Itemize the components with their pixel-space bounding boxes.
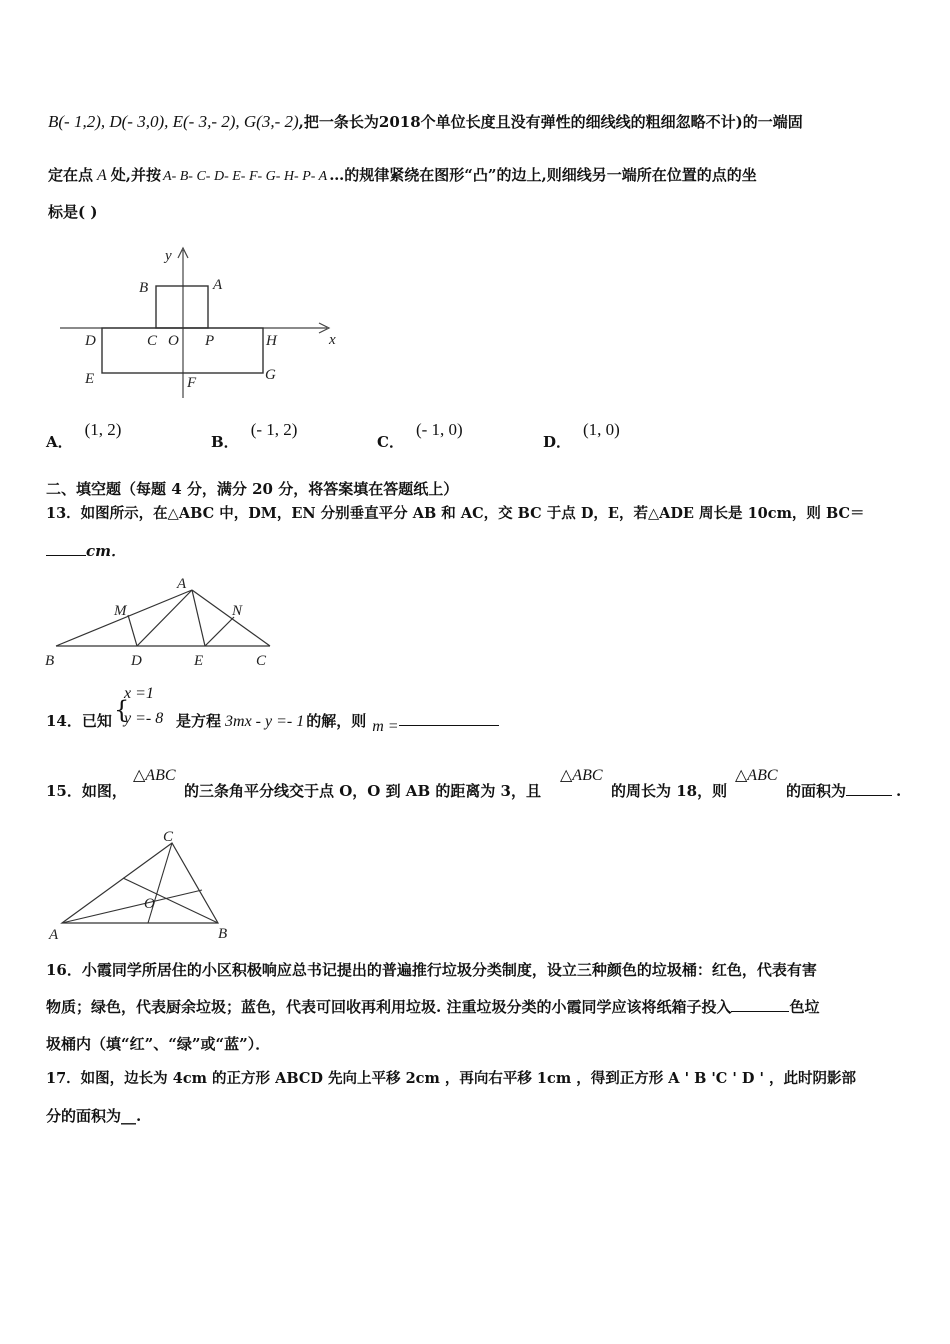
q17-line2: 分的面积为__. — [46, 1107, 142, 1125]
q15-tri-2: △ABC — [560, 767, 603, 784]
q13-line2 — [46, 541, 126, 561]
option-b-letter: B． — [211, 433, 239, 451]
q14-answer-blank[interactable] — [399, 711, 499, 726]
q15-label-o: O — [144, 896, 155, 912]
label-y: y — [165, 248, 172, 264]
label-c: C — [147, 333, 158, 349]
q12-line2-prefix: 定在点 — [48, 166, 94, 184]
option-c[interactable] — [377, 420, 463, 451]
label-f: F — [187, 375, 197, 391]
q12-points: B(- 1,2), D(- 3,0), E(- 3,- 2), G(3,- 2) — [48, 112, 299, 131]
section2-heading: 二、填空题（每题 4 分，满分 20 分，将答案填在答题纸上） — [46, 480, 459, 498]
q14-line — [176, 711, 499, 735]
option-c-letter: C． — [377, 433, 404, 451]
option-a-letter: A． — [46, 433, 73, 451]
q12-point-a: A — [97, 167, 107, 184]
q16-answer-blank[interactable] — [731, 997, 789, 1012]
label-b: B — [139, 280, 149, 296]
q14-system-y: y =- 8 — [124, 710, 164, 727]
q13-answer-blank[interactable] — [46, 541, 86, 556]
q12-line2 — [48, 165, 757, 187]
q12-line2-mid: 处,并按 — [110, 166, 162, 184]
q15-end: . — [896, 782, 902, 800]
label-o: O — [168, 333, 179, 349]
label-h: H — [266, 333, 277, 349]
q15-text1: 的三条角平分线交于点 O，O 到 AB 的距离为 3，且 — [184, 782, 541, 800]
q17-line1: 17．如图，边长为 4cm 的正方形 ABCD 先向上平移 2cm ，再向右平移 1cm ，得到正方形 A ' B 'C ' D ' ，此时阴影部 — [46, 1070, 856, 1087]
q13-figure — [42, 575, 282, 670]
q13-label-d: D — [131, 653, 142, 669]
q16-line3: 圾桶内（填“红”、“绿”或“蓝”）． — [46, 1035, 271, 1053]
q14-suffix: 的解，则 — [306, 712, 367, 730]
q15-label-b: B — [218, 926, 228, 942]
q12-line3: 标是( ) — [48, 203, 98, 221]
q15-prefix: 15．如图， — [46, 782, 127, 800]
q15-answer-blank[interactable] — [846, 781, 892, 796]
q14-brace: { — [114, 696, 130, 724]
q13-label-m: M — [114, 603, 127, 619]
q12-figure — [55, 242, 355, 402]
q14-system-x: x =1 — [124, 685, 154, 702]
q14-equation: 3mx - y =- 1 — [225, 713, 305, 730]
label-x: x — [329, 332, 336, 348]
option-d-value: (1, 0) — [583, 420, 620, 439]
q15-tri-1: △ABC — [133, 767, 176, 784]
q12-sequence: A- B- C- D- E- F- G- H- P- A — [163, 169, 328, 184]
label-e: E — [85, 371, 95, 387]
q13-label-a: A — [177, 576, 187, 592]
q15-label-c: C — [163, 829, 174, 845]
q15-tri-3: △ABC — [735, 767, 778, 784]
q14-mid: 是方程 — [176, 712, 222, 730]
q15-text3 — [786, 781, 901, 801]
q15-label-a: A — [49, 927, 59, 943]
q14-answer-var: m = — [372, 718, 399, 735]
label-d: D — [85, 333, 96, 349]
option-b-value: (- 1, 2) — [250, 420, 298, 439]
q14-prefix: 14．已知 — [46, 712, 112, 730]
option-b[interactable] — [211, 420, 298, 451]
q12-line2-text: …的规律紧绕在图形“凸”的边上,则细线另一端所在位置的点的坐 — [329, 166, 757, 184]
q13-label-n: N — [232, 603, 243, 619]
option-d[interactable] — [543, 420, 620, 451]
q13-label-b: B — [45, 653, 55, 669]
q15-text3-label: 的面积为 — [786, 782, 847, 800]
q16-line2a: 物质；绿色，代表厨余垃圾；蓝色，代表可回收再利用垃圾. 注重垃圾分类的小霞同学应该将纸箱子投入 — [46, 998, 732, 1016]
q15-figure — [45, 828, 245, 943]
q12-line1-text: ,把一条长为2018个单位长度且没有弹性的细线线的粗细忽略不计)的一端固 — [298, 113, 803, 131]
q13-line1: 13．如图所示，在△ABC 中，DM，EN 分别垂直平分 AB 和 AC，交 BC 于点 D，E，若△ADE 周长是 10cm，则 BC＝ — [46, 505, 865, 522]
q16-line2 — [46, 997, 819, 1017]
q16-line2b: 色垃 — [789, 998, 820, 1016]
top-square — [156, 286, 208, 328]
label-g: G — [265, 367, 276, 383]
option-a-value: (1, 2) — [84, 420, 122, 439]
q12-line1 — [48, 112, 803, 132]
label-a: A — [213, 277, 223, 293]
label-p: P — [205, 333, 215, 349]
q15-text2: 的周长为 18，则 — [611, 782, 728, 800]
q16-line1: 16．小霞同学所居住的小区积极响应总书记提出的普遍推行垃圾分类制度，设立三种颜色的垃圾桶：红色，代表有害 — [46, 961, 817, 979]
option-d-letter: D． — [543, 433, 572, 451]
q13-label-e: E — [194, 653, 204, 669]
q13-label-c: C — [256, 653, 267, 669]
q13-unit: cm． — [86, 542, 127, 560]
option-a[interactable] — [46, 420, 122, 451]
option-c-value: (- 1, 0) — [415, 420, 463, 439]
